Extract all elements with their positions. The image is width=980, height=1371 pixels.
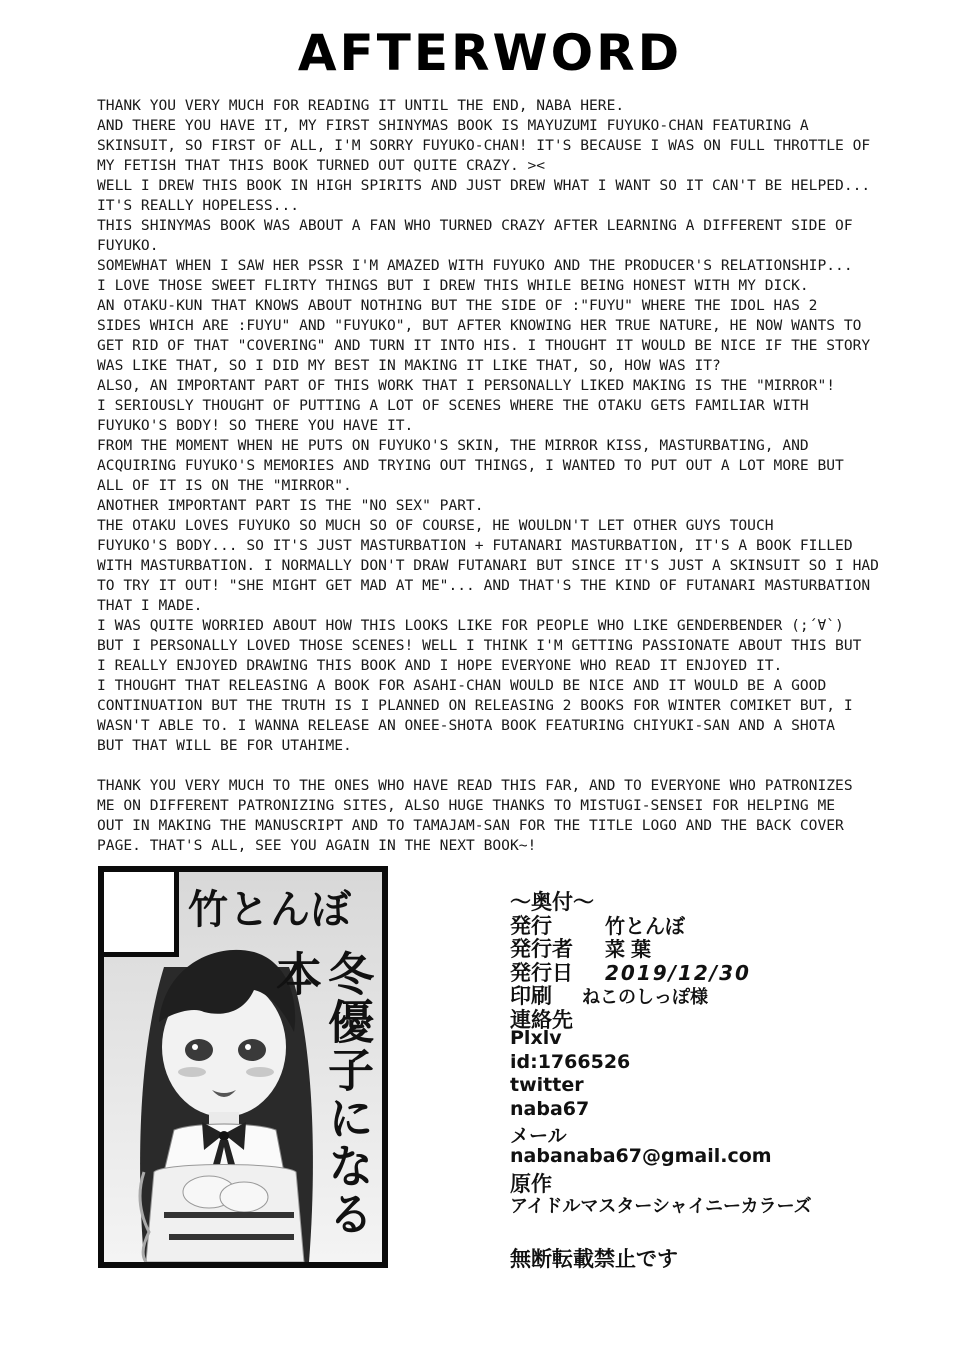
colophon-row-publisher [510,910,950,938]
text-line: THE OTAKU LOVES FUYUKO SO MUCH SO OF COURSE, HE WOULDN'T LET OTHER GUYS TOUCH [97,517,774,534]
text-line: ACQUIRING FUYUKO'S MEMORIES AND TRYING OUT THINGS, I WANTED TO PUT OUT A LOT MORE BUT [97,457,844,474]
colophon-header: ～奥付～ [510,890,594,914]
book-cover-image [98,866,388,1268]
text-line: I LOVE THOSE SWEET FLIRTY THINGS BUT I DREW THIS WHILE BEING HONEST WITH MY DICK. [97,277,809,294]
colophon-row-author [510,933,950,961]
contact-label: 連絡先 [510,1007,573,1032]
text-line: SKINSUIT, SO FIRST OF ALL, I'M SORRY FUYUKO-CHAN! IT'S BECAUSE I WAS ON FULL THROTTLE OF [97,137,871,154]
pixiv-id: id:1766526 [510,1050,631,1073]
text-line: SOMEWHAT WHEN I SAW HER PSSR I'M AMAZED WITH FUYUKO AND THE PRODUCER'S RELATIONSHIP... [97,257,853,274]
text-line: BUT THAT WILL BE FOR UTAHIME. [97,737,352,754]
text-line: PAGE. THAT'S ALL, SEE YOU AGAIN IN THE NEXT BOOK~! [97,837,537,854]
afterword-body [97,96,942,856]
twitter-handle: naba67 [510,1097,590,1120]
text-line: AND THERE YOU HAVE IT, MY FIRST SHINYMAS BOOK IS MAYUZUMI FUYUKO-CHAN FEATURING A [97,117,809,134]
page-title: AFTERWORD [297,24,683,82]
text-line: BUT I PERSONALLY LOVED THOSE SCENES! WELL I THINK I'M GETTING PASSIONATE ABOUT THIS BUT [97,637,862,654]
author-label: 発行者 [510,937,573,961]
cover-corner-box [104,872,179,957]
text-line: I WAS QUITE WORRIED ABOUT HOW THIS LOOKS LIKE FOR PEOPLE WHO LIKE GENDERBENDER (;´∀`) [97,617,844,634]
text-line: ME ON DIFFERENT PATRONIZING SITES, ALSO HUGE THANKS TO MISTUGI-SENSEI FOR HELPING ME [97,797,836,814]
text-line: WITH MASTURBATION. I NORMALLY DON'T DRAW FUTANARI BUT SINCE IT'S JUST A SKINSUIT SO I HAD [97,557,879,574]
text-line: MY FETISH THAT THIS BOOK TURNED OUT QUITE CRAZY. >< [97,157,546,174]
text-line: SIDES WHICH ARE :FUYU" AND "FUYUKO", BUT AFTER KNOWING HER TRUE NATURE, HE NOW WANTS TO [97,317,862,334]
text-line: FUYUKO'S BODY! SO THERE YOU HAVE IT. [97,417,414,434]
original-label: 原作 [510,1172,552,1196]
cover-logo: 竹とんぼ [188,887,352,933]
text-line: GET RID OF THAT "COVERING" AND TURN IT INTO HIS. I THOUGHT IT WOULD BE NICE IF THE STORY [97,337,871,354]
reprint-notice: 無断転載禁止です [510,1247,678,1271]
text-line: THANK YOU VERY MUCH FOR READING IT UNTIL THE END, NABA HERE. [97,97,625,114]
publisher-value: 竹とんぼ [605,913,685,938]
text-line: ANOTHER IMPORTANT PART IS THE "NO SEX" PART. [97,497,484,514]
publisher-label: 発行 [510,913,552,938]
text-line: ALL OF IT IS ON THE "MIRROR". [97,477,352,494]
text-line: FUYUKO'S BODY... SO IT'S JUST MASTURBATION + FUTANARI MASTURBATION, IT'S A BOOK FILLED [97,537,853,554]
pixiv-label: Plxlv [510,1027,562,1049]
text-line: AN OTAKU-KUN THAT KNOWS ABOUT NOTHING BUT THE SIDE OF :"FUYU" WHERE THE IDOL HAS 2 [97,297,818,314]
original-value: アイドルマスターシャイニーカラーズ [510,1195,812,1217]
text-line: OUT IN MAKING THE MANUSCRIPT AND TO TAMAJAM-SAN FOR THE TITLE LOGO AND THE BACK COVER [97,817,844,834]
cover-title: 冬優子になる本 [269,950,375,1238]
text-line: IT'S REALLY HOPELESS... [97,197,300,214]
cover-artwork [104,872,382,1262]
text-line: THANK YOU VERY MUCH TO THE ONES WHO HAVE READ THIS FAR, AND TO EVERYONE WHO PATRONIZES [97,777,853,794]
date-value: 2019/12/30 [605,960,751,985]
printer-label: 印刷 [510,984,552,1008]
text-line: CONTINUATION BUT THE TRUTH IS I PLANNED ON RELEASING 2 BOOKS FOR WINTER COMIKET BUT, I [97,697,853,714]
text-line: FROM THE MOMENT WHEN HE PUTS ON FUYUKO'S SKIN, THE MIRROR KISS, MASTURBATING, AND [97,437,809,454]
text-line: TO TRY IT OUT! "SHE MIGHT GET MAD AT ME"... AND THAT'S THE KIND OF FUTANARI MASTURBATION [97,577,871,594]
text-line: WAS LIKE THAT, SO I DID MY BEST IN MAKING IT LIKE THAT, SO, HOW WAS IT? [97,357,721,374]
author-value: 菜葉 [605,937,657,961]
date-label: 発行日 [510,960,573,985]
text-line: FUYUKO. [97,237,159,254]
colophon-row-date [510,957,950,985]
text-line: WELL I DREW THIS BOOK IN HIGH SPIRITS AND JUST DREW WHAT I WANT SO IT CAN'T BE HELPED... [97,177,871,194]
twitter-label: twitter [510,1074,584,1096]
printer-value: ねこのしっぽ様 [582,987,708,1008]
text-line: I THOUGHT THAT RELEASING A BOOK FOR ASAHI-CHAN WOULD BE NICE AND IT WOULD BE A GOOD [97,677,827,694]
cover-corner-mark [112,882,156,926]
mail-address: nabanaba67@gmail.com [510,1144,772,1167]
text-line: WASN'T ABLE TO. I WANNA RELEASE AN ONEE-SHOTA BOOK FEATURING CHIYUKI-SAN AND A SHOTA [97,717,836,734]
text-line: THAT I MADE. [97,597,203,614]
text-line: I REALLY ENJOYED DRAWING THIS BOOK AND I HOPE EVERYONE WHO READ IT ENJOYED IT. [97,657,783,674]
paragraph-gap [97,756,942,776]
text-line: I SERIOUSLY THOUGHT OF PUTTING A LOT OF SCENES WHERE THE OTAKU GETS FAMILIAR WITH [97,397,809,414]
colophon [510,886,950,1273]
text-line: ALSO, AN IMPORTANT PART OF THIS WORK THAT I PERSONALLY LIKED MAKING IS THE "MIRROR"! [97,377,836,394]
text-line: THIS SHINYMAS BOOK WAS ABOUT A FAN WHO TURNED CRAZY AFTER LEARNING A DIFFERENT SIDE OF [97,217,853,234]
mail-label: メール [510,1125,567,1147]
